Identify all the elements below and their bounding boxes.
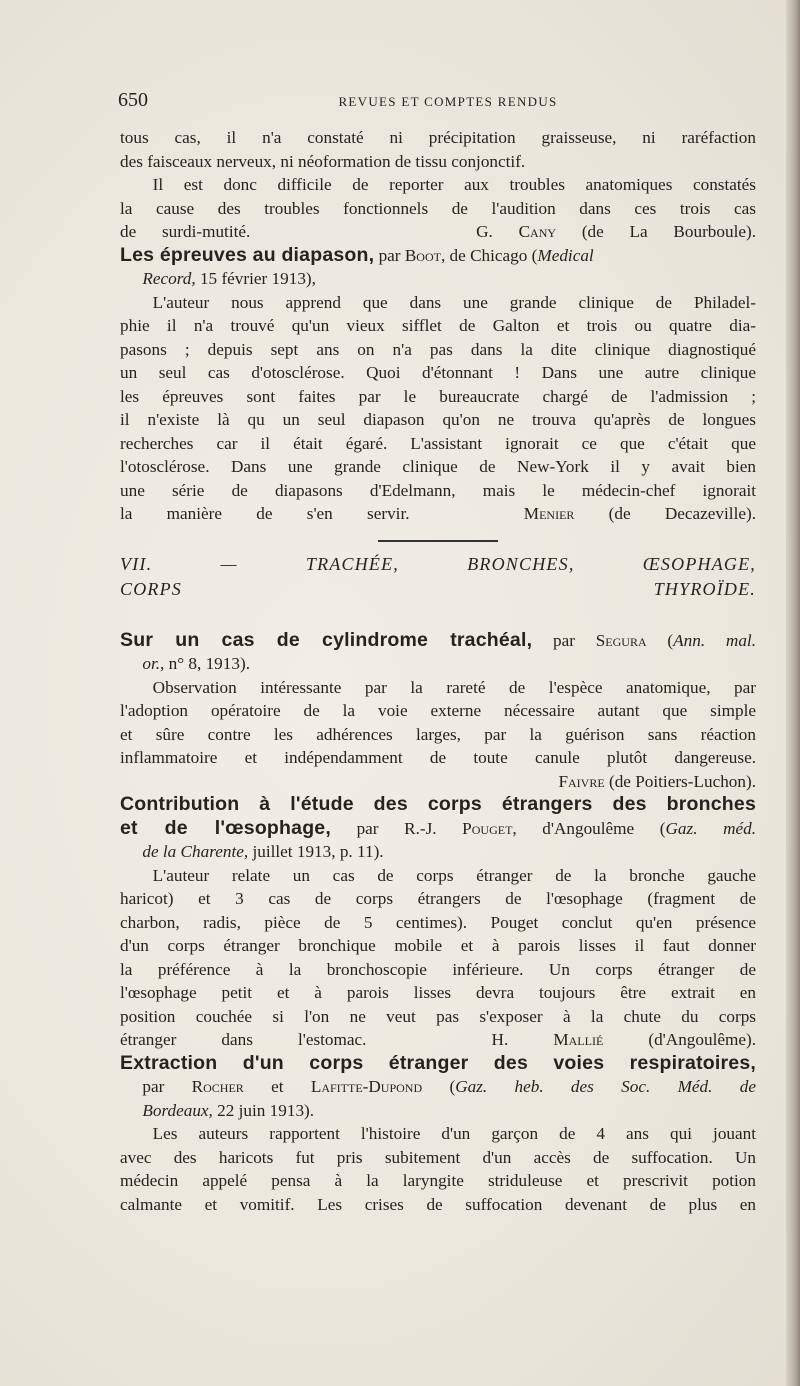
text-span: par [532,630,596,650]
text-line: charbon, radis, pièce de 5 centimes). Pouget conclut qu'en présence [120,912,756,932]
text-line: Les auteurs rapportent l'histoire d'un garçon de 4 ans qui jouant [152,1124,756,1143]
author-place: (de Poitiers-Luchon). [604,771,756,791]
text-line: des faisceaux nerveux, ni néoformation de tissu conjonctif. [120,151,526,171]
signature-line [120,770,756,794]
text-span: la manière de s'en servir. [120,504,410,523]
text-span: étranger dans l'estomac. [120,1030,367,1049]
text-span: par [330,818,405,838]
text-line: il n'existe là qu un seul diapason qu'on ne trouva qu'après de longues [120,410,756,429]
section-heading: VII. — TRACHÉE, BRONCHES, ŒSOPHAGE, [120,553,756,574]
text-line: Il est donc difficile de reporter aux troubles anatomiques constatés [152,175,756,194]
article-heading [120,793,756,817]
author-name: Boot [404,245,441,265]
text-line: la préférence à la bronchoscopie inférieure. Un corps étranger de [120,959,756,979]
text-line: avec des haricots fut pris subitement d'un accès de suffocation. Un [120,1147,756,1167]
text-line: une série de diapasons d'Edelmann, mais le médecin-chef ignorait [120,480,756,500]
text-line: calmante et vomitif. Les crises de suffocation devenant de plus en [120,1194,756,1214]
author-name: H. Mallié [491,1030,604,1049]
article-heading [120,629,756,653]
journal-name: Bordeaux, [142,1100,213,1120]
running-title: REVUES ET COMPTES RENDUS [338,94,558,109]
article-heading [120,1052,756,1076]
text-line: L'auteur nous apprend que dans une grande clinique de Philadel- [152,292,756,312]
text-span: par [374,245,405,265]
author-name: Lafitte-Dupond [310,1077,423,1096]
article-title: Sur un cas de cylindrome trachéal, [120,628,533,651]
section-divider [378,540,498,542]
text-line: et sûre contre les adhérences larges, par la guérison sans réaction [120,724,756,744]
author-place: (de La Bourboule). [556,222,757,241]
text-line: l'otosclérose. Dans une grande clinique de New-York il y avait bien [120,457,756,476]
journal-name: Record, [142,269,196,288]
section-heading: CORPS THYROÏDE. [120,578,756,599]
text-span: de surdi-mutité. [120,222,251,241]
article-title: Contribution à l'étude des corps étrangers des bronches [120,793,756,815]
text-span: n° 8, 1913). [164,654,250,673]
spacer [120,602,756,629]
page-number: 650 [118,89,148,111]
text-span: 22 juin 1913). [212,1100,315,1120]
text-line: tous cas, il n'a constaté ni précipitation graisseuse, ni raréfaction [120,128,756,147]
journal-name: Medical [537,245,594,265]
text-line: d'un corps étranger bronchique mobile et à parois lisses il faut donner [120,936,756,955]
page-header [118,89,758,116]
article-title: Extraction d'un corps étranger des voies respiratoires, [120,1051,756,1074]
text-line: Observation intéressante par la rareté de l'espèce anatomique, par [152,677,756,697]
text-line: L'auteur relate un cas de corps étranger de la bronche gauche [152,865,756,885]
article-heading [120,817,756,841]
signature-line [120,220,756,244]
article-title: Les épreuves au diapason, [120,243,375,266]
text-span: et [243,1077,311,1096]
text-span: ( [646,630,674,650]
text-line: recherches car il était égaré. L'assistant ignorait ce que c'était que [120,433,756,453]
author-name: Segura [595,630,647,650]
text-span: 15 février 1913), [195,269,316,288]
author-name: R.-J. Pouget [404,818,513,838]
text-line: haricot) et 3 cas de corps étrangers de l'œsophage (fragment de [120,889,756,908]
journal-name: Gaz. méd. [665,818,757,838]
signature-line [120,502,756,526]
text-span: , de Chicago ( [440,245,538,265]
citation-line [120,1099,756,1123]
citation-line [120,267,756,291]
text-line: inflammatoire et indépendamment de toute canule plutôt dangereuse. [120,748,756,767]
text-span: par [142,1077,192,1096]
text-line: l'adoption opératoire de la voie externe nécessaire autant que simple [120,701,756,720]
citation-line [120,1075,756,1099]
signature-line [120,1028,756,1052]
article-title: et de l'œsophage, [120,816,331,839]
text-line: l'œsophage petit et à parois lisses devra toujours être extrait en [120,983,756,1002]
text-span: , d'Angoulême ( [512,818,666,838]
author-place: (d'Angoulême). [603,1030,756,1049]
text-line: phie il n'a trouvé qu'un vieux sifflet de Galton et trois ou quatre dia- [120,316,756,335]
text-span: juillet 1913, p. 11). [248,842,384,861]
journal-name: de la Charente, [142,842,249,861]
author-name: Rocher [191,1077,244,1096]
journal-name: Ann. mal. [673,630,757,650]
text-span: ( [422,1077,456,1096]
text-line: un seul cas d'otosclérose. Quoi d'étonnant ! Dans une autre clinique [120,363,756,382]
journal-name: Gaz. heb. des Soc. Méd. de [455,1077,756,1096]
journal-name: or., [142,654,165,673]
citation-line [120,840,756,864]
citation-line [120,652,756,676]
author-name: G. Cany [476,222,557,241]
text-line: les épreuves sont faites par le bureaucrate chargé de l'admission ; [120,386,756,406]
author-name: Menier [523,504,575,523]
text-line: position couchée si l'on ne veut pas s'exposer à la chute du corps [120,1006,756,1026]
text-line: médecin appelé pensa à la laryngite striduleuse et prescrivit potion [120,1171,756,1190]
text-line: pasons ; depuis sept ans on n'a pas dans la dite clinique diagnostiqué [120,339,756,359]
page-edge-shadow [786,0,800,1386]
author-place: (de Decazeville). [574,504,757,523]
page-body [120,126,756,1216]
author-name: Faivre [558,771,605,791]
text-line: la cause des troubles fonctionnels de l'audition dans ces trois cas [120,198,756,218]
article-heading [120,244,756,268]
